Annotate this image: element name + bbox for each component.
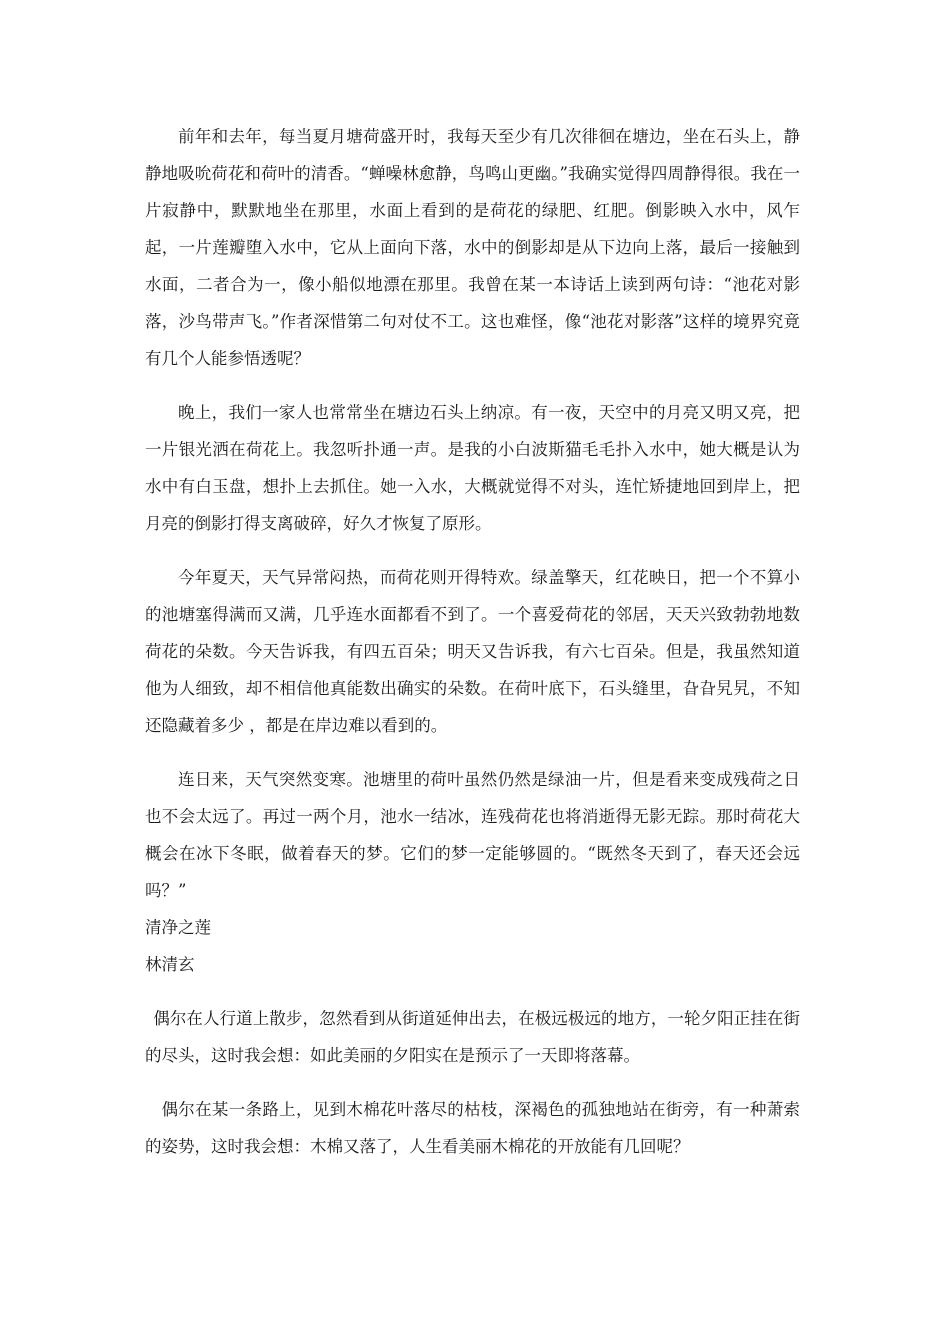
paragraph-5: 偶尔在人行道上散步，忽然看到从街道延伸出去，在极远极远的地方，一轮夕阳正挂在街的尽头，这时我会想：如此美丽的夕阳实在是预示了一天即将落幕。 [145,1009,800,1065]
paragraph-3: 今年夏天，天气异常闷热，而荷花则开得特欢。绿盖擎天，红花映日，把一个不算小的池塘塞得满而又满，几乎连水面都看不到了。一个喜爱荷花的邻居，天天兴致勃勃地数荷花的朵数。今天告诉我，有四五百朵；明天又告诉我，有六七百朵。但是，我虽然知道他为人细致，却不相信他真能数出确实的朵数。在荷叶底下，石头缝里，旮旮旯旯，不知还隐藏着多少 ，都是在岸边难以看到的。 [145,568,800,735]
paragraph-1: 前年和去年，每当夏月塘荷盛开时，我每天至少有几次徘徊在塘边，坐在石头上，静静地吸吮荷花和荷叶的清香。“蝉噪林愈静，鸟鸣山更幽。”我确实觉得四周静得很。我在一片寂静中，默默地坐在那里，水面上看到的是荷花的绿肥、红肥。倒影映入水中，风乍起，一片莲瓣堕入水中，它从上面向下落，水中的倒影却是从下边向上落，最后一接触到水面，二者合为一，像小船似地漂在那里。我曾在某一本诗话上读到两句诗：“池花对影落，沙鸟带声飞。”作者深惜第二句对仗不工。这也难怪，像“池花对影落”这样的境界究竟有几个人能参悟透呢？ [145,127,800,368]
paragraph-4: 连日来，天气突然变寒。池塘里的荷叶虽然仍然是绿油一片，但是看来变成残荷之日也不会太远了。再过一两个月，池水一结冰，连残荷花也将消逝得无影无踪。那时荷花大概会在冰下冬眠，做着春天的梦。它们的梦一定能够圆的。“既然冬天到了，春天还会远吗？” [145,770,800,900]
article-author: 林清玄 [145,955,195,974]
article-title: 清净之莲 [145,918,211,937]
document-page [145,118,800,1165]
paragraph-6: 偶尔在某一条路上，见到木棉花叶落尽的枯枝，深褐色的孤独地站在街旁，有一种萧索的姿势，这时我会想：木棉又落了，人生看美丽木棉花的开放能有几回呢？ [145,1100,800,1156]
paragraph-2: 晚上，我们一家人也常常坐在塘边石头上纳凉。有一夜，天空中的月亮又明又亮，把一片银光洒在荷花上。我忽听扑通一声。是我的小白波斯猫毛毛扑入水中，她大概是认为水中有白玉盘，想扑上去抓住。她一入水，大概就觉得不对头，连忙矫捷地回到岸上，把月亮的倒影打得支离破碎，好久才恢复了原形。 [145,403,800,533]
